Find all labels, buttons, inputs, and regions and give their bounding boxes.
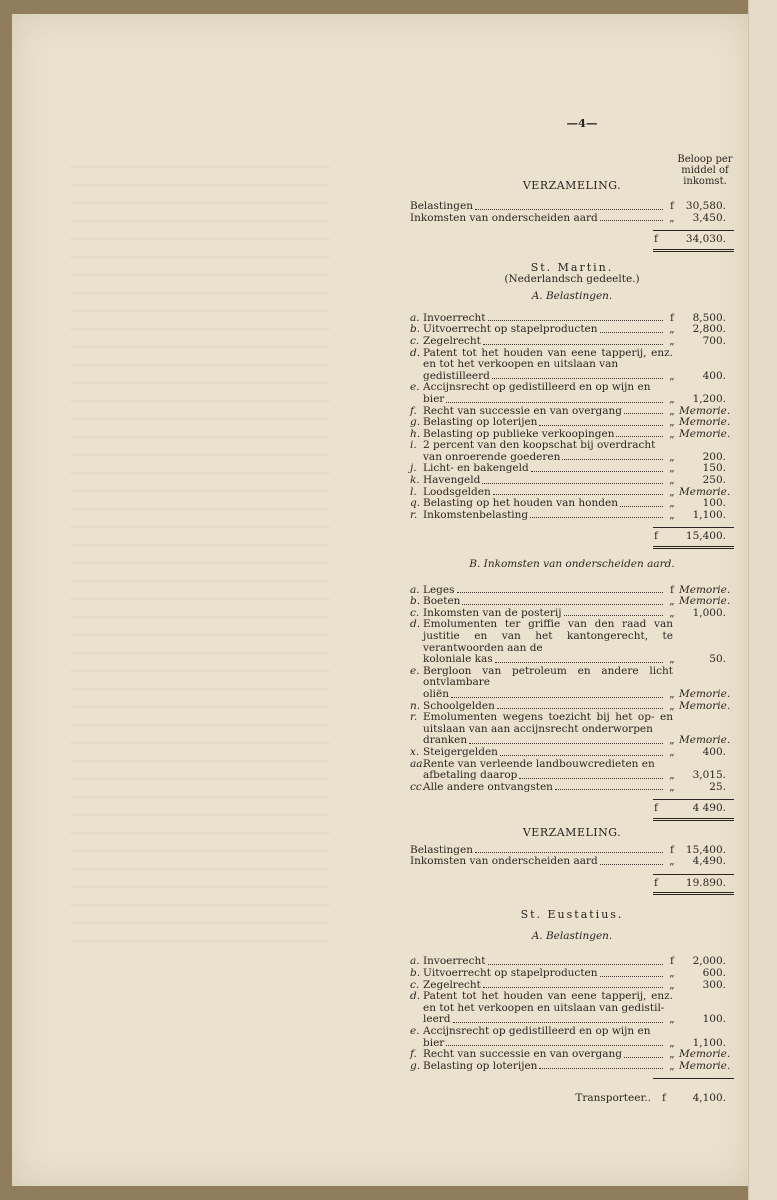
dot-leader — [493, 494, 663, 495]
line-item — [410, 510, 734, 522]
amount: 1,200. — [692, 392, 726, 405]
column-header: Beloop per middel of inkomst. — [677, 154, 733, 187]
line-item — [410, 1061, 734, 1073]
item-label: van onroerende goederen — [423, 450, 561, 463]
amount: 4,490. — [692, 855, 726, 868]
amount: 300. — [702, 978, 726, 991]
amount: 4 490. — [692, 802, 726, 815]
dot-leader — [624, 1057, 663, 1058]
item-label: Uitvoerrecht op stapelproducten — [423, 967, 598, 980]
item-lead-text: Rente van verleende landbouwcredieten en — [423, 757, 655, 770]
dot-leader — [555, 789, 663, 790]
currency: „ — [669, 699, 675, 712]
item-letter: a. — [410, 583, 420, 596]
item-letter: g. — [410, 416, 421, 429]
line-item — [410, 394, 734, 406]
currency: f — [654, 802, 658, 815]
item-label: Invoerrecht — [423, 311, 486, 324]
amount: 250. — [702, 474, 726, 487]
currency: „ — [669, 416, 675, 429]
amount: 400. — [702, 745, 726, 758]
bleed-through-text — [70, 150, 330, 950]
currency: f — [654, 876, 658, 889]
item-letter: b. — [410, 323, 421, 336]
dot-leader — [620, 506, 663, 507]
item-label-group — [410, 782, 665, 794]
amount: Memorie. — [679, 485, 731, 498]
currency: „ — [669, 211, 675, 224]
dot-leader — [483, 344, 663, 345]
currency: „ — [669, 369, 675, 382]
item-label: Steigergelden — [423, 745, 498, 758]
dot-leader — [483, 987, 663, 988]
dot-leader — [495, 662, 663, 663]
currency: „ — [669, 1048, 675, 1061]
item-letter: h. — [410, 427, 421, 440]
item-label: gedistilleerd — [423, 369, 490, 382]
item-label: Alle andere ontvangsten — [423, 780, 553, 793]
line-item-lead — [410, 348, 734, 371]
currency: „ — [669, 769, 675, 782]
dot-leader — [616, 436, 663, 437]
currency: „ — [669, 1059, 675, 1072]
line-item — [410, 336, 734, 348]
item-label-group — [410, 510, 665, 522]
item-label: Uitvoerrecht op stapelproducten — [423, 323, 598, 336]
currency: „ — [669, 392, 675, 405]
item-letter: b. — [410, 967, 421, 980]
amount: 1,100. — [692, 1036, 726, 1049]
line-item-lead — [410, 382, 734, 394]
verzameling-2-total — [410, 875, 734, 893]
line-item — [410, 213, 734, 225]
dot-leader — [475, 209, 663, 210]
item-label-group — [410, 336, 665, 348]
dot-leader — [562, 459, 663, 460]
line-item — [410, 417, 734, 429]
item-label-group — [410, 770, 665, 782]
item-label-group — [410, 417, 665, 429]
amount: 700. — [702, 334, 726, 347]
amount: 15,400. — [685, 530, 726, 543]
item-lead-text: Accijnsrecht op gedistilleerd en op wijn en — [423, 1025, 651, 1038]
line-item — [410, 689, 734, 701]
item-label: Inkomsten van de posterij — [423, 606, 562, 619]
item-label: Belastingen — [410, 843, 473, 856]
item-letter: e. — [410, 1025, 420, 1038]
amount: 3,015. — [692, 769, 726, 782]
currency: „ — [669, 595, 675, 608]
item-label-group — [410, 1061, 665, 1073]
dot-leader — [462, 604, 663, 605]
amount: 50. — [709, 653, 726, 666]
amount: Memorie. — [679, 699, 731, 712]
item-label: Boeten — [423, 595, 461, 608]
item-letter: x. — [410, 745, 420, 758]
line-item — [410, 968, 734, 980]
amount: 30,580. — [685, 200, 726, 213]
item-label: Recht van successie en van overgang — [423, 1048, 622, 1061]
item-label: oliën — [423, 687, 450, 700]
item-letter: d. — [410, 346, 421, 359]
amount: Memorie. — [679, 687, 731, 700]
dot-leader — [600, 220, 663, 221]
amount: Memorie. — [679, 1059, 731, 1072]
amount: Memorie. — [679, 1048, 731, 1061]
dot-leader — [530, 517, 663, 518]
currency: „ — [669, 404, 675, 417]
currency: f — [670, 843, 674, 856]
dot-leader — [624, 413, 663, 414]
item-label: Loodsgelden — [423, 485, 491, 498]
amount: 8,500. — [692, 311, 726, 324]
currency: f — [670, 583, 674, 596]
item-label-group — [410, 747, 665, 759]
item-lead-text: 2 percent van den koopschat bij overdracht — [423, 439, 656, 452]
currency: „ — [669, 450, 675, 463]
currency: „ — [669, 508, 675, 521]
item-letter: a. — [410, 955, 420, 968]
currency: „ — [669, 780, 675, 793]
item-label-group — [410, 856, 665, 868]
dot-leader — [457, 592, 663, 593]
item-label: bier — [423, 1036, 445, 1049]
item-label: Belasting op loterijen — [423, 1059, 538, 1072]
amount: 15,400. — [685, 843, 726, 856]
currency: „ — [669, 497, 675, 510]
rule — [653, 1078, 734, 1079]
item-letter: d. — [410, 618, 421, 631]
dot-leader — [497, 708, 663, 709]
item-lead-text: Bergloon van petroleum en andere licht ontvlambare — [423, 664, 673, 689]
dot-leader — [564, 615, 663, 616]
item-label: Zegelrecht — [423, 334, 481, 347]
item-label: Licht- en bakengeld — [423, 462, 529, 475]
item-label: afbetaling daarop — [423, 769, 518, 782]
item-letter: e. — [410, 381, 420, 394]
amount: 3,450. — [692, 211, 726, 224]
currency: „ — [669, 485, 675, 498]
item-label-group — [410, 689, 665, 701]
item-label: koloniale kas — [423, 653, 493, 666]
verzameling-2-rows — [410, 845, 734, 868]
currency: f — [670, 955, 674, 968]
amount: Memorie. — [679, 404, 731, 417]
item-label-group — [410, 475, 665, 487]
item-label: Zegelrecht — [423, 978, 481, 991]
item-label: leerd — [423, 1013, 451, 1026]
transport-label: Transporteer.. — [575, 1092, 651, 1105]
amount: 19.890. — [685, 876, 726, 889]
page-edge — [748, 0, 777, 1200]
line-item-lead — [410, 1026, 734, 1038]
currency: „ — [669, 978, 675, 991]
transport-line — [410, 1093, 734, 1105]
dot-leader — [600, 976, 663, 977]
item-label: Inkomsten van onderscheiden aard — [410, 855, 598, 868]
item-letter: r. — [410, 508, 418, 521]
item-letter: cc. — [410, 780, 426, 793]
item-letter: aa. — [410, 757, 426, 770]
dot-leader — [492, 378, 663, 379]
line-item — [410, 770, 734, 782]
currency: „ — [669, 334, 675, 347]
amount: 150. — [702, 462, 726, 475]
item-label: Recht van successie en van overgang — [423, 404, 622, 417]
currency: „ — [669, 967, 675, 980]
amount: 2,000. — [692, 955, 726, 968]
currency: f — [654, 530, 658, 543]
dot-leader — [446, 402, 663, 403]
currency: „ — [669, 1036, 675, 1049]
item-letter: k. — [410, 474, 420, 487]
item-label: Inkomsten van onderscheiden aard — [410, 211, 598, 224]
amount: 400. — [702, 369, 726, 382]
dot-leader — [488, 320, 664, 321]
amount: Memorie. — [679, 416, 731, 429]
currency: „ — [669, 462, 675, 475]
line-item — [410, 747, 734, 759]
item-letter: n. — [410, 699, 421, 712]
line-item — [410, 782, 734, 794]
item-letter: a. — [410, 311, 420, 324]
line-item-lead — [410, 619, 734, 654]
item-label: bier — [423, 392, 445, 405]
amount: Memorie. — [679, 583, 731, 596]
st-martin-a-heading: A. Belastingen. — [531, 290, 613, 303]
item-label: Schoolgelden — [423, 699, 495, 712]
item-label: Belastingen — [410, 200, 473, 213]
item-letter: c. — [410, 606, 420, 619]
line-item — [410, 856, 734, 868]
item-label: Belasting op het houden van honden — [423, 497, 618, 510]
item-label-group — [410, 968, 665, 980]
item-lead-text: Patent tot het houden van eene tapperij, enz. en tot het verkoopen en uitslaan van — [423, 346, 673, 371]
currency: f — [670, 200, 674, 213]
item-letter: r. — [410, 711, 418, 724]
amount: 100. — [702, 497, 726, 510]
currency: „ — [669, 474, 675, 487]
item-label: Belasting op publieke verkoopingen — [423, 427, 615, 440]
item-letter: f. — [410, 404, 417, 417]
st-eustatius-a-rows — [410, 956, 734, 1072]
currency: „ — [669, 1013, 675, 1026]
item-label-group — [410, 213, 665, 225]
amount: 25. — [709, 780, 726, 793]
st-martin-a-total — [410, 528, 734, 546]
item-letter: d. — [410, 990, 421, 1003]
dot-leader — [488, 964, 664, 965]
amount: 4,100. — [692, 1092, 726, 1105]
item-lead-text: Emolumenten ter griffie van den raad van justitie en van het kantongerecht, te verantwoorden aan de — [423, 618, 673, 654]
currency: „ — [669, 855, 675, 868]
st-martin-b-total — [410, 800, 734, 818]
dot-leader — [446, 1045, 663, 1046]
currency: „ — [669, 323, 675, 336]
verzameling-2-title: VERZAMELING. — [522, 825, 622, 839]
item-letter: e. — [410, 664, 420, 677]
amount: 34,030. — [685, 233, 726, 246]
item-letter: g. — [410, 1059, 421, 1072]
amount: Memorie. — [679, 595, 731, 608]
line-item-lead — [410, 666, 734, 689]
dot-leader — [600, 332, 663, 333]
item-label: Leges — [423, 583, 455, 596]
page-number: —4— — [566, 116, 598, 130]
item-letter: b. — [410, 595, 421, 608]
st-martin-b-rows — [410, 585, 734, 794]
item-lead-text: Emolumenten wegens toezicht bij het op- en uitslaan van aan accijnsrecht onderworpen — [423, 711, 673, 735]
item-lead-text: Accijnsrecht op gedistilleerd en op wijn en — [423, 381, 651, 394]
currency: „ — [669, 653, 675, 666]
amount: Memorie. — [679, 427, 731, 440]
currency: f — [670, 311, 674, 324]
item-letter: c. — [410, 334, 420, 347]
item-letter: j. — [410, 462, 417, 475]
dot-leader — [531, 471, 663, 472]
budget-column — [410, 118, 734, 1105]
verzameling-1-total — [410, 231, 734, 249]
amount: Memorie. — [679, 734, 731, 747]
st-martin-b-heading: B. Inkomsten van onderscheiden aard. — [469, 558, 675, 571]
dot-leader — [451, 697, 663, 698]
dot-leader — [539, 425, 663, 426]
amount: 100. — [702, 1013, 726, 1026]
item-letter: f. — [410, 1048, 417, 1061]
amount: 600. — [702, 967, 726, 980]
line-item-lead — [410, 991, 734, 1014]
item-label-group — [410, 394, 665, 406]
amount: 2,800. — [692, 323, 726, 336]
st-martin-a-rows — [410, 313, 734, 522]
item-letter: l. — [410, 485, 417, 498]
dot-leader — [539, 1068, 663, 1069]
item-label: Havengeld — [423, 474, 481, 487]
item-lead-text: Patent tot het houden van eene tapperij, enz. en tot het verkoopen en uitslaan van gedistil- — [423, 990, 673, 1014]
dot-leader — [500, 755, 663, 756]
item-label: Inkomstenbelasting — [423, 508, 529, 521]
currency: „ — [669, 427, 675, 440]
line-item-lead — [410, 712, 734, 735]
st-martin-subtitle: (Nederlandsch gedeelte.) — [504, 272, 640, 285]
verzameling-1-rows — [410, 201, 734, 224]
item-letter: q. — [410, 497, 421, 510]
currency: f — [662, 1092, 666, 1105]
dot-leader — [469, 743, 663, 744]
currency: f — [654, 233, 658, 246]
st-martin-title: St. Martin. — [530, 260, 614, 274]
dot-leader — [453, 1022, 663, 1023]
currency: „ — [669, 687, 675, 700]
dot-leader — [519, 778, 663, 779]
item-letter: c. — [410, 978, 420, 991]
verzameling-1-title: VERZAMELING. — [522, 178, 622, 192]
item-label: Invoerrecht — [423, 955, 486, 968]
st-eustatius-a-heading: A. Belastingen. — [531, 929, 613, 942]
amount: 1,100. — [692, 508, 726, 521]
item-label: dranken — [423, 734, 468, 747]
st-eustatius-title: St. Eustatius. — [520, 908, 624, 922]
amount: 200. — [702, 450, 726, 463]
amount: 1,000. — [692, 606, 726, 619]
dot-leader — [475, 852, 663, 853]
dot-leader — [482, 483, 663, 484]
currency: „ — [669, 745, 675, 758]
currency: „ — [669, 606, 675, 619]
dot-leader — [600, 864, 663, 865]
line-item — [410, 475, 734, 487]
currency: „ — [669, 734, 675, 747]
item-label: Belasting op loterijen — [423, 416, 538, 429]
item-letter: i. — [410, 439, 417, 452]
